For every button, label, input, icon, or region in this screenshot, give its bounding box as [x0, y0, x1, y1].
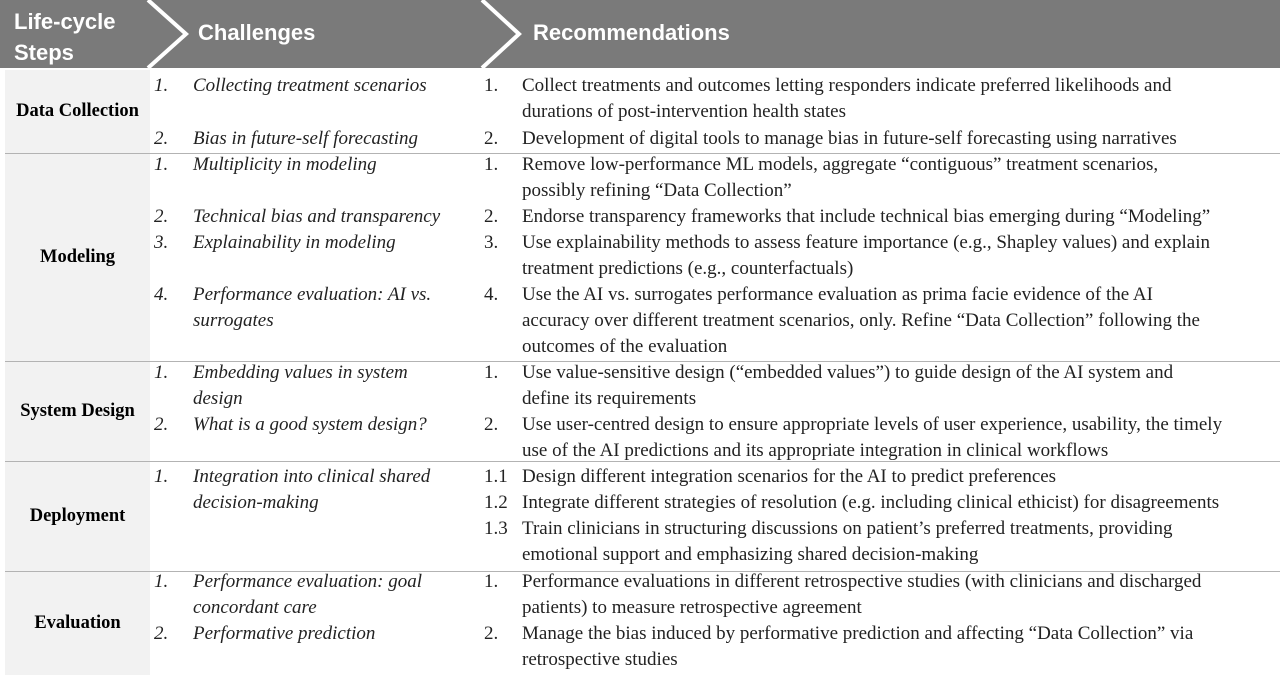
recommendation-text: use of the AI predictions and its appropriate integration in clinical workflows: [522, 440, 1109, 461]
challenge-number: 3.: [154, 232, 169, 253]
recommendation-text: Manage the bias induced by performative prediction and affecting “Data Collection” via: [522, 623, 1194, 644]
recommendation-text: Design different integration scenarios for the AI to predict preferences: [522, 466, 1057, 487]
challenge-text: surrogates: [193, 310, 274, 331]
challenge-text: Technical bias and transparency: [193, 206, 441, 227]
recommendation-number: 1.: [484, 571, 499, 592]
challenge-number: 4.: [154, 284, 169, 305]
recommendation-number: 3.: [484, 232, 499, 253]
header-challenges: Challenges: [198, 20, 316, 45]
challenge-text: design: [193, 388, 243, 409]
step-label-evaluation: Evaluation: [34, 613, 121, 633]
recommendation-text: Use explainability methods to assess feature importance (e.g., Shapley values) and explain: [522, 232, 1211, 253]
step-cell: [5, 362, 150, 461]
recommendation-number: 2.: [484, 206, 499, 227]
challenge-text: What is a good system design?: [193, 414, 427, 435]
step-label-system-design: System Design: [20, 401, 135, 421]
recommendation-text: patients) to measure retrospective agreement: [522, 597, 862, 618]
challenge-text: Embedding values in system: [193, 362, 408, 383]
recommendation-text: retrospective studies: [522, 649, 678, 670]
recommendation-text: durations of post-intervention health states: [522, 101, 846, 122]
recommendation-text: Use user-centred design to ensure appropriate levels of user experience, usability, the timely: [522, 414, 1223, 435]
challenge-number: 2.: [154, 414, 169, 435]
recommendation-text: Collect treatments and outcomes letting responders indicate preferred likelihoods and: [522, 75, 1172, 96]
step-label-modeling: Modeling: [39, 247, 116, 267]
recommendation-text: Integrate different strategies of resolution (e.g. including clinical ethicist) for disagreements: [522, 492, 1220, 513]
header-lifecycle-steps: Life-cycle Steps: [14, 9, 116, 65]
recommendation-number: 1.: [484, 362, 499, 383]
recommendation-number: 2.: [484, 128, 499, 149]
recommendation-number: 1.: [484, 75, 499, 96]
challenge-text: Performance evaluation: goal: [193, 571, 423, 592]
challenge-number: 2.: [154, 206, 169, 227]
challenge-text: Integration into clinical shared: [193, 466, 431, 487]
challenge-text: Bias in future-self forecasting: [193, 128, 418, 149]
recommendation-number: 1.1: [484, 466, 508, 487]
challenge-text: Multiplicity in modeling: [193, 154, 377, 175]
recommendation-text: outcomes of the evaluation: [522, 336, 728, 357]
challenge-number: 1.: [154, 154, 169, 175]
recommendation-number: 1.: [484, 154, 499, 175]
recommendation-number: 2.: [484, 623, 499, 644]
challenge-number: 2.: [154, 128, 169, 149]
step-cell: [5, 154, 150, 361]
recommendation-text: Development of digital tools to manage bias in future-self forecasting using narratives: [522, 128, 1177, 149]
step-cell: [5, 462, 150, 571]
recommendation-number: 1.2: [484, 492, 508, 513]
header-recommendations: Recommendations: [533, 20, 730, 45]
challenge-text: Collecting treatment scenarios: [193, 75, 427, 96]
challenge-text: decision-making: [193, 492, 319, 513]
challenge-text: Performance evaluation: AI vs.: [193, 284, 432, 305]
recommendation-text: Remove low-performance ML models, aggregate “contiguous” treatment scenarios,: [522, 154, 1159, 175]
challenge-number: 1.: [154, 362, 169, 383]
recommendation-text: Use the AI vs. surrogates performance evaluation as prima facie evidence of the AI: [522, 284, 1153, 305]
challenge-text: concordant care: [193, 597, 317, 618]
step-cell: [5, 572, 150, 675]
table-header: [0, 0, 1280, 68]
challenge-number: 2.: [154, 623, 169, 644]
challenge-number: 1.: [154, 466, 169, 487]
recommendation-text: Train clinicians in structuring discussions on patient’s preferred treatments, providing: [522, 518, 1173, 539]
challenge-text: Performative prediction: [193, 623, 376, 644]
step-cell: [5, 70, 150, 153]
recommendation-text: treatment predictions (e.g., counterfactuals): [522, 258, 854, 279]
recommendation-text: Performance evaluations in different retrospective studies (with clinicians and discharged: [522, 571, 1202, 592]
recommendation-text: Use value-sensitive design (“embedded values”) to guide design of the AI system and: [522, 362, 1174, 383]
recommendation-text: emotional support and emphasizing shared decision-making: [522, 544, 979, 565]
step-label-deployment: Deployment: [29, 506, 126, 526]
recommendation-text: define its requirements: [522, 388, 697, 409]
recommendation-text: accuracy over different treatment scenarios, only. Refine “Data Collection” following the: [522, 310, 1200, 331]
recommendation-number: 4.: [484, 284, 499, 305]
recommendation-number: 1.3: [484, 518, 508, 539]
recommendation-text: possibly refining “Data Collection”: [522, 180, 792, 201]
challenge-text: Explainability in modeling: [193, 232, 396, 253]
challenge-number: 1.: [154, 75, 169, 96]
step-label-data-collection: Data Collection: [16, 101, 139, 121]
recommendation-text: Endorse transparency frameworks that include technical bias emerging during “Modeling”: [522, 206, 1211, 227]
recommendation-number: 2.: [484, 414, 499, 435]
challenge-number: 1.: [154, 571, 169, 592]
